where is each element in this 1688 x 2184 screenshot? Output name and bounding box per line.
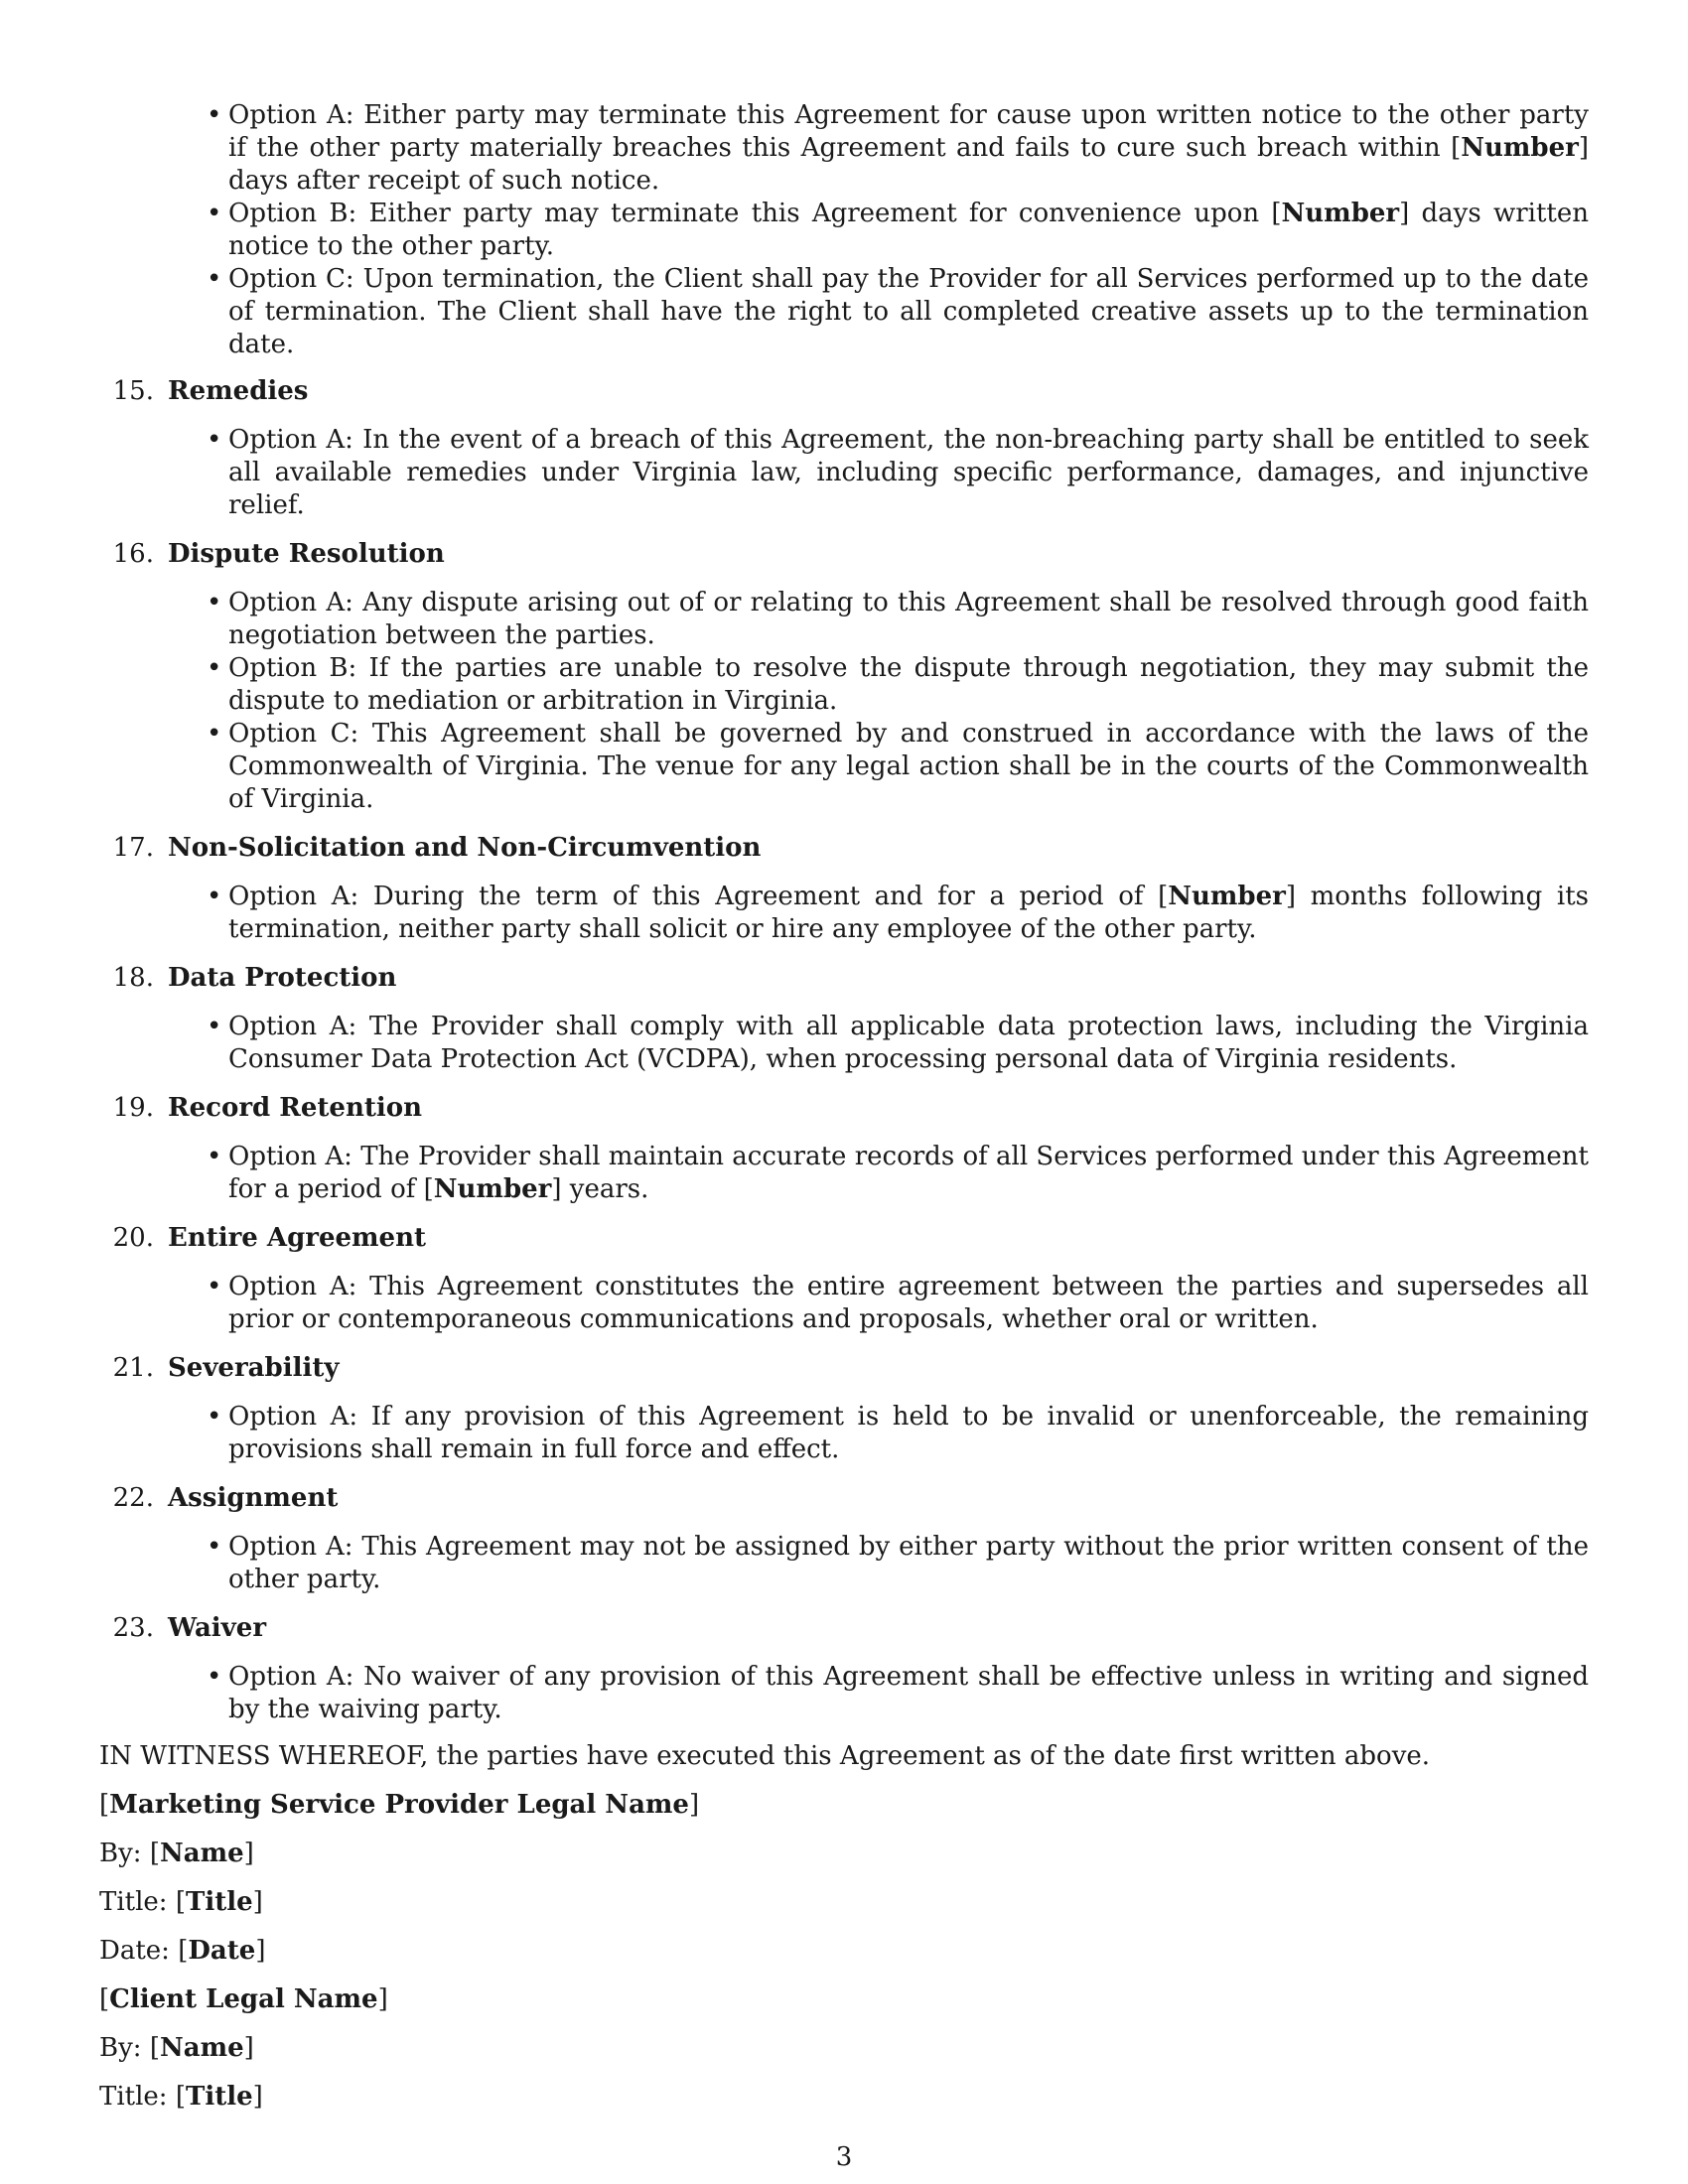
list-item: [228, 263, 1589, 361]
section-title: Dispute Resolution: [168, 539, 445, 569]
section-number: 16.: [112, 539, 154, 569]
bracket-close: ]: [243, 2033, 254, 2063]
bullet-text: Option A: Either party may terminate this Agreement for cause upon written notice to the other party if the other party materially breaches this Agreement and fails to cure such breach within [: [228, 100, 1589, 163]
bullet-text-end: ] days written notice to the other party.: [228, 199, 1589, 261]
section-title: Remedies: [168, 376, 309, 406]
bullet-text: Option A: If any provision of this Agreement is held to be invalid or unenforceable, the remaining provisions shall remain in full force and effect.: [228, 1402, 1589, 1464]
section-number: 15.: [112, 376, 154, 406]
section-heading: [99, 538, 1589, 571]
document-page: [99, 99, 1589, 2114]
list-item: [228, 1011, 1589, 1076]
sections-container: [99, 375, 1589, 1726]
section-heading: [99, 1352, 1589, 1385]
section-options-list: [99, 1531, 1589, 1596]
placeholder-field: Number: [1461, 133, 1579, 163]
placeholder-field: Number: [1168, 882, 1286, 911]
signature-block: [99, 1789, 1589, 2114]
signature-label: By:: [99, 1839, 150, 1868]
signature-line: [99, 1886, 1589, 1919]
section-title: Waiver: [168, 1613, 267, 1643]
bracket-close: ]: [252, 2082, 263, 2112]
list-item: [228, 424, 1589, 522]
signature-line: [99, 1789, 1589, 1822]
section-number: 18.: [112, 963, 154, 993]
section-options-list: [99, 424, 1589, 522]
bullet-text-end: ] months following its termination, neither party shall solicit or hire any employee of the other party.: [228, 882, 1589, 944]
section-heading: [99, 375, 1589, 408]
signature-line: [99, 1838, 1589, 1870]
list-item: [228, 1531, 1589, 1596]
bullet-text: Option A: This Agreement may not be assigned by either party without the prior written consent of the other party.: [228, 1532, 1589, 1594]
section-title: Data Protection: [168, 963, 397, 993]
section-title: Severability: [168, 1353, 340, 1383]
bullet-text: Option A: During the term of this Agreement and for a period of [: [228, 882, 1169, 911]
list-item: [228, 1271, 1589, 1336]
bullet-text: Option B: If the parties are unable to resolve the dispute through negotiation, they may submit the dispute to mediation or arbitration in Virginia.: [228, 653, 1589, 716]
section-number: 23.: [112, 1613, 154, 1643]
section-number: 20.: [112, 1223, 154, 1253]
bullet-text: Option A: In the event of a breach of this Agreement, the non-breaching party shall be entitled to seek all available remedies under Virginia law, including specific performance, damages, and injunctive relief.: [228, 425, 1589, 520]
section-title: Assignment: [168, 1483, 339, 1513]
section-heading: [99, 1482, 1589, 1515]
section-number: 19.: [112, 1093, 154, 1123]
list-item: [228, 587, 1589, 652]
placeholder-field: Number: [433, 1174, 552, 1204]
termination-options-list: [99, 99, 1589, 361]
list-item: [228, 198, 1589, 263]
bracket-open: [: [175, 2082, 186, 2112]
section-options-list: [99, 1271, 1589, 1336]
bracket-open: [: [99, 1790, 110, 1820]
signature-label: Title:: [99, 2082, 176, 2112]
section-options-list: [99, 1401, 1589, 1466]
section-number: 21.: [112, 1353, 154, 1383]
section-heading: [99, 1222, 1589, 1255]
bracket-close: ]: [377, 1984, 388, 2014]
signature-line: [99, 2032, 1589, 2065]
bullet-text: Option A: This Agreement constitutes the entire agreement between the parties and supersedes all prior or contemporaneous communications and proposals, whether oral or written.: [228, 1272, 1589, 1334]
section-options-list: [99, 1141, 1589, 1206]
section-title: Entire Agreement: [168, 1223, 426, 1253]
bracket-open: [: [149, 2033, 160, 2063]
bullet-text-end: ] years.: [551, 1174, 649, 1204]
signature-label: By:: [99, 2033, 150, 2063]
bracket-close: ]: [252, 1887, 263, 1917]
signature-label: Date:: [99, 1936, 179, 1966]
section-title: Non-Solicitation and Non-Circumvention: [168, 833, 762, 863]
bracket-open: [: [149, 1839, 160, 1868]
placeholder-field: Name: [159, 1839, 244, 1868]
section-options-list: [99, 587, 1589, 816]
section-title: Record Retention: [168, 1093, 422, 1123]
section-options-list: [99, 1661, 1589, 1726]
bullet-text: Option A: No waiver of any provision of this Agreement shall be effective unless in writing and signed by the waiving party.: [228, 1662, 1589, 1724]
list-item: [228, 1401, 1589, 1466]
bracket-close: ]: [243, 1839, 254, 1868]
bracket-open: [: [178, 1936, 189, 1966]
list-item: [228, 652, 1589, 718]
section-number: 22.: [112, 1483, 154, 1513]
witness-statement: IN WITNESS WHEREOF, the parties have executed this Agreement as of the date first written above.: [99, 1741, 1431, 1771]
bracket-open: [: [175, 1887, 186, 1917]
bullet-text-end: ] days after receipt of such notice.: [228, 133, 1589, 196]
signature-line: [99, 1935, 1589, 1968]
page-number: 3: [835, 2142, 853, 2172]
bullet-text: Option A: The Provider shall comply with all applicable data protection laws, including the Virginia Consumer Data Protection Act (VCDPA), when processing personal data of Virginia residents.: [228, 1012, 1589, 1074]
placeholder-field: Title: [186, 2082, 253, 2112]
bullet-text: Option C: Upon termination, the Client shall pay the Provider for all Services performed up to the date of termination. The Client shall have the right to all completed creative assets up to the termination date.: [228, 264, 1589, 359]
section-heading: [99, 962, 1589, 995]
bullet-text: Option A: The Provider shall maintain accurate records of all Services performed under this Agreement for a period of [: [228, 1142, 1589, 1204]
section-options-list: [99, 881, 1589, 946]
list-item: [228, 1141, 1589, 1206]
section-number: 17.: [112, 833, 154, 863]
section-heading: [99, 1612, 1589, 1645]
placeholder-field: Date: [188, 1936, 256, 1966]
list-item: [228, 881, 1589, 946]
placeholder-field: Title: [186, 1887, 253, 1917]
list-item: [228, 99, 1589, 198]
placeholder-field: Name: [159, 2033, 244, 2063]
signature-line: [99, 2081, 1589, 2114]
bracket-close: ]: [255, 1936, 266, 1966]
signature-line: [99, 1983, 1589, 2016]
bullet-text: Option B: Either party may terminate this Agreement for convenience upon [: [228, 199, 1282, 228]
bullet-text: Option C: This Agreement shall be governed by and construed in accordance with the laws of the Commonwealth of Virginia. The venue for any legal action shall be in the courts of the Commonwealth of Virginia.: [228, 719, 1589, 814]
signature-label: Title:: [99, 1887, 176, 1917]
section-heading: [99, 1092, 1589, 1125]
bullet-text: Option A: Any dispute arising out of or relating to this Agreement shall be resolved through good faith negotiation between the parties.: [228, 588, 1589, 650]
bracket-open: [: [99, 1984, 110, 2014]
section-heading: [99, 832, 1589, 865]
placeholder-field: Marketing Service Provider Legal Name: [109, 1790, 689, 1820]
bracket-close: ]: [688, 1790, 700, 1820]
list-item: [228, 1661, 1589, 1726]
placeholder-field: Client Legal Name: [109, 1984, 378, 2014]
section-options-list: [99, 1011, 1589, 1076]
placeholder-field: Number: [1281, 199, 1400, 228]
list-item: [228, 718, 1589, 816]
